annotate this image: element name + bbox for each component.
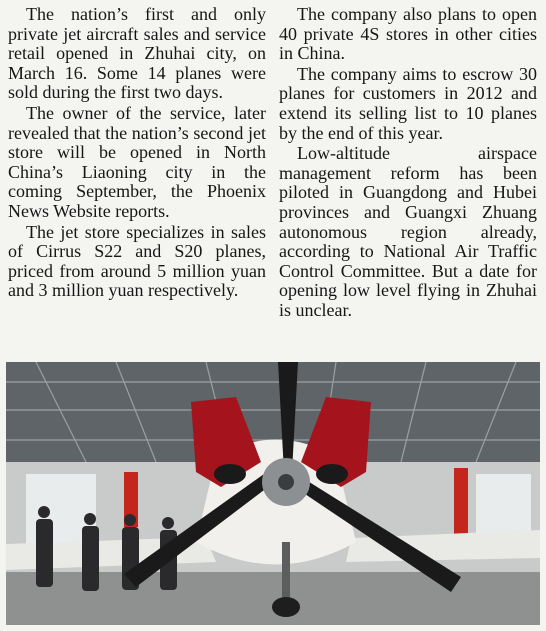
paragraph: The company aims to escrow 30 planes for customers in 2012 and extend its selling list to 10 planes by the end of this year.: [279, 63, 537, 143]
intake-left-hole: [214, 464, 246, 484]
article-column-right: [279, 5, 537, 362]
paragraph: The jet store specializes in sales of Cirrus S22 and S20 planes, priced from around 5 million yuan and 3 million yuan respectively.: [8, 221, 266, 301]
paragraph: The owner of the service, later revealed that the nation’s second jet store will be opened in North China’s Liaoning city in the coming September, the Phoenix News Website reports.: [8, 102, 266, 221]
paragraph: The company also plans to open 40 private 4S stores in other cities in China.: [279, 4, 537, 64]
paragraph: The nation’s first and only private jet aircraft sales and service retail opened in Zhuhai city, on March 16. Some 14 planes were sold during the first two days.: [8, 4, 266, 103]
plane-illustration: [6, 362, 540, 625]
intake-right-hole: [316, 464, 348, 484]
red-banner-right: [454, 468, 468, 543]
paragraph: Low-altitude airspace management reform has been piloted in Guangdong and Hubei provinces and Guangxi Zhuang autonomous region already, according to National Air Traffic Control Committee. But a date for opening low level flying in Zhuhai is unclear.: [279, 143, 537, 320]
nose-gear: [282, 542, 290, 602]
nose-wheel: [272, 597, 300, 617]
article-column-left: [8, 5, 266, 362]
propeller-spinner-tip: [278, 474, 294, 490]
news-photo: [6, 362, 540, 625]
